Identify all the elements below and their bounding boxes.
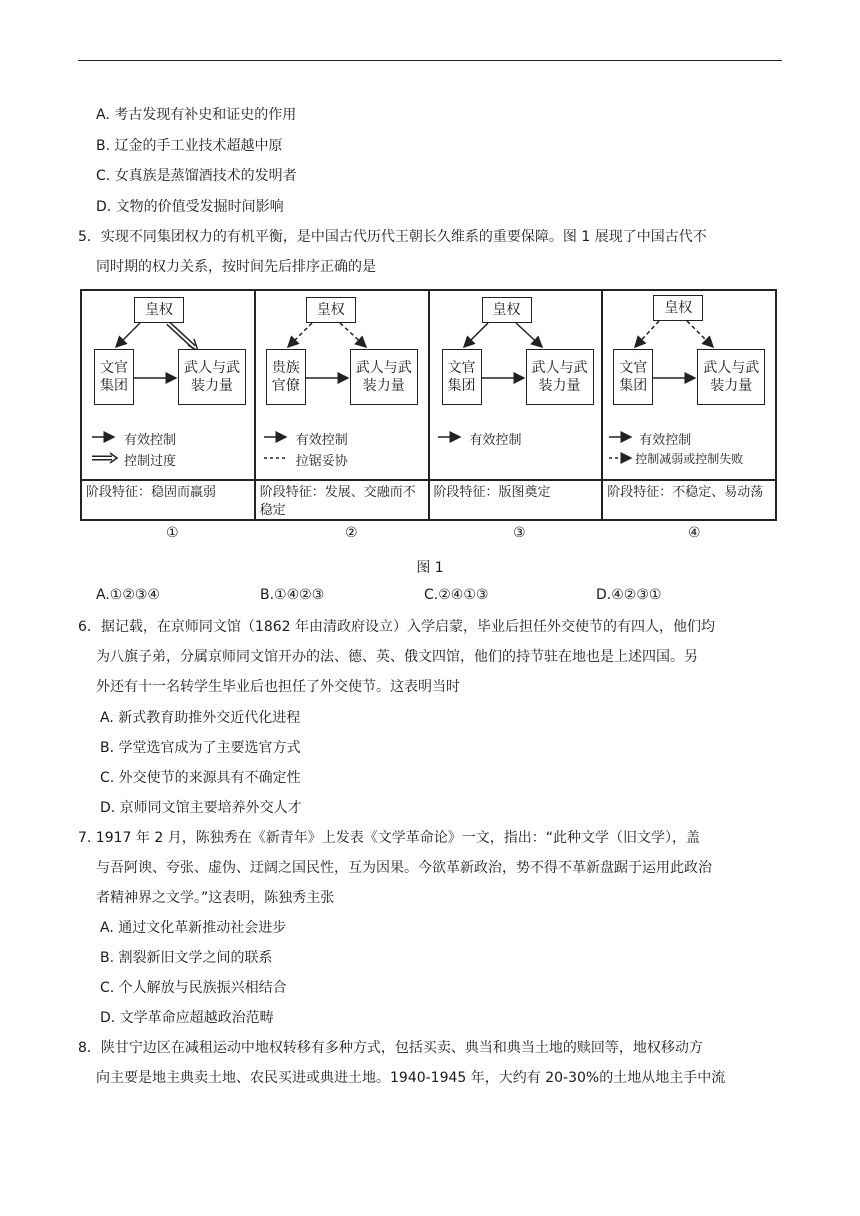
q4-option-b: B. 辽金的手工业技术超越中原 [96,138,283,154]
q6-stem-line2: 为八旗子弟，分属京师同文馆开办的法、德、英、俄文四馆，他们的持节驻在地也是上述四国。另 [96,649,698,665]
panel-number-4: ④ [688,525,701,541]
panel-2-left-box: 贵族官僚 [266,349,306,405]
panel-number-2: ② [345,525,358,541]
panel-3-legend-1: 有效控制 [469,433,522,448]
q5-stem-line1: 5．实现不同集团权力的有机平衡，是中国古代历代王朝长久维系的重要保障。图 1 展现了中国古代不 [78,229,707,245]
panel-2-feature: 阶段特征：发展、交融而不稳定 [256,479,428,519]
panel-1-right-box: 武人与武装力量 [178,349,246,405]
q5-option-b: B.①④②③ [260,587,325,603]
panel-1-legend-2: 控制过度 [124,454,177,469]
q7-stem-line3: 者精神界之文学。”这表明，陈独秀主张 [96,890,335,906]
panel-1-imperial-power: 皇权 [134,297,184,323]
q7-option-b: B. 割裂新旧文学之间的联系 [100,950,273,966]
panel-4-right-box: 武人与武装力量 [697,349,765,405]
q4-option-d: D. 文物的价值受发掘时间影响 [96,199,284,215]
q5-option-c: C.②④①③ [424,587,489,603]
q7-stem-line2: 与吾阿谀、夸张、虚伪、迂阔之国民性，互为因果。今欲革新政治，势不得不革新盘踞于运用此政治 [96,860,712,876]
figure-panel-1 [82,291,256,519]
q6-option-c: C. 外交使节的来源具有不确定性 [100,770,301,786]
figure-panel-4 [603,291,775,519]
panel-1-feature: 阶段特征：稳固而羸弱 [82,479,254,519]
panel-4-left-box: 文官集团 [613,349,653,405]
panel-4-legend-1: 有效控制 [639,433,692,448]
q4-option-a: A. 考古发现有补史和证史的作用 [96,107,297,123]
q6-option-a: A. 新式教育助推外交近代化进程 [100,710,301,726]
panel-1-left-box: 文官集团 [94,349,134,405]
power-relations-figure [80,289,777,521]
figure-caption: 图 1 [416,560,444,576]
panel-2-imperial-power: 皇权 [306,297,356,323]
q7-option-c: C. 个人解放与民族振兴相结合 [100,980,287,996]
panel-1-legend-1: 有效控制 [124,433,177,448]
q8-stem-line2: 向主要是地主典卖土地、农民买进或典进土地。1940-1945 年，大约有 20-30%的土地从地主手中流 [96,1070,726,1086]
q5-option-a: A.①②③④ [96,587,160,603]
panel-number-1: ① [166,525,179,541]
q6-option-b: B. 学堂选官成为了主要选官方式 [100,740,301,756]
q5-stem-line2: 同时期的权力关系，按时间先后排序正确的是 [96,259,376,275]
panel-3-left-box: 文官集团 [442,349,482,405]
panel-2-legend-2: 拉锯妥协 [295,454,348,469]
panel-4-feature: 阶段特征：不稳定、易动荡 [603,479,775,519]
q8-stem-line1: 8．陕甘宁边区在减租运动中地权转移有多种方式，包括买卖、典当和典当土地的赎回等，地权移动方 [78,1040,703,1056]
q5-option-d: D.④②③① [596,587,662,603]
panel-4-legend-2: 控制减弱或控制失败 [635,452,744,466]
figure-panel-3 [430,291,604,519]
q7-stem-line1: 7. 1917 年 2 月，陈独秀在《新青年》上发表《文学革命论》一文，指出：“此种文学（旧文学），盖 [78,830,700,846]
panel-3-feature: 阶段特征：版图奠定 [430,479,602,519]
panel-2-right-box: 武人与武装力量 [350,349,418,405]
q6-stem-line3: 外还有十一名转学生毕业后也担任了外交使节。这表明当时 [96,679,460,695]
q6-option-d: D. 京师同文馆主要培养外交人才 [100,800,302,816]
q6-stem-line1: 6．据记载，在京师同文馆（1862 年由清政府设立）入学启蒙，毕业后担任外交使节的有四人，他们均 [78,619,715,635]
q7-option-d: D. 文学革命应超越政治范畴 [100,1010,274,1026]
panel-number-3: ③ [513,525,526,541]
panel-3-right-box: 武人与武装力量 [526,349,594,405]
q7-option-a: A. 通过文化革新推动社会进步 [100,920,287,936]
figure-panel-2 [256,291,430,519]
header-rule [78,60,782,61]
panel-4-imperial-power: 皇权 [653,295,703,321]
panel-2-legend-1: 有效控制 [295,433,348,448]
q4-option-c: C. 女真族是蒸馏酒技术的发明者 [96,168,297,184]
panel-3-imperial-power: 皇权 [482,297,532,323]
